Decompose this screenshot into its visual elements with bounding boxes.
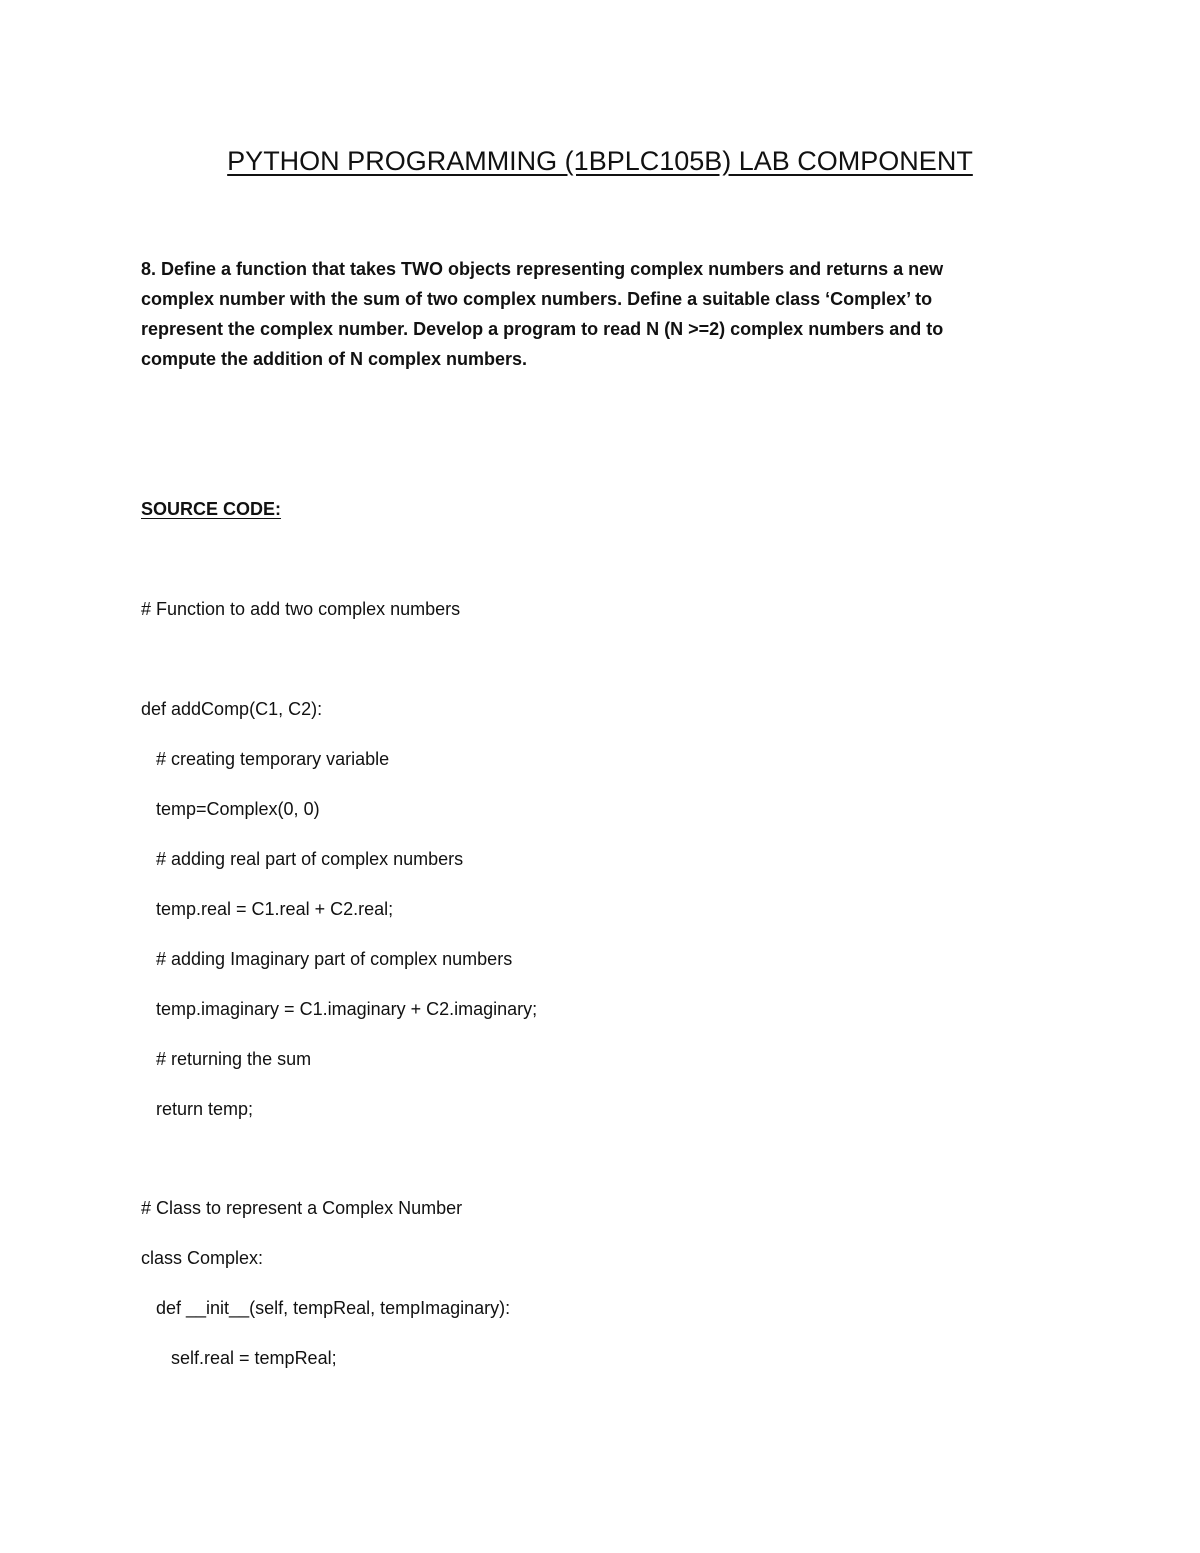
source-code-heading: SOURCE CODE: xyxy=(141,499,282,519)
code-def-init: def __init__(self, tempReal, tempImaginary): xyxy=(141,1298,511,1318)
code-temp-real: temp.real = C1.real + C2.real; xyxy=(141,899,394,919)
code-comment-return: # returning the sum xyxy=(141,1049,312,1069)
code-return-temp: return temp; xyxy=(141,1099,254,1119)
question-text: 8. Define a function that takes TWO objects representing complex numbers and returns a new complex number with the sum of two complex numbers. Define a suitable class ‘Complex’ to represent the complex number. Develop a program to read N (N >=2) complex numbers and to compute the addition of N complex numbers. xyxy=(141,259,944,369)
code-temp-init: temp=Complex(0, 0) xyxy=(141,799,320,819)
code-temp-imaginary: temp.imaginary = C1.imaginary + C2.imaginary; xyxy=(141,999,538,1019)
code-self-real: self.real = tempReal; xyxy=(141,1348,337,1368)
code-def-addcomp: def addComp(C1, C2): xyxy=(141,699,323,719)
code-class-complex: class Complex: xyxy=(141,1248,264,1268)
code-comment-imaginary: # adding Imaginary part of complex numbers xyxy=(141,949,513,969)
code-comment-temp: # creating temporary variable xyxy=(141,749,390,769)
document-title: PYTHON PROGRAMMING (1BPLC105B) LAB COMPONENT xyxy=(227,146,973,176)
code-comment-class: # Class to represent a Complex Number xyxy=(141,1198,463,1218)
code-comment-function: # Function to add two complex numbers xyxy=(141,599,461,619)
code-comment-real: # adding real part of complex numbers xyxy=(141,849,464,869)
